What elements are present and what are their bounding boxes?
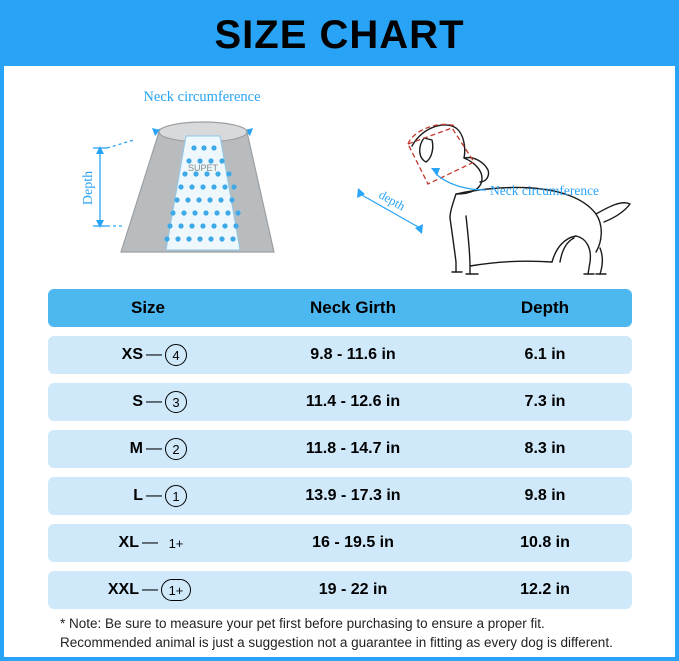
table-row [48, 477, 632, 515]
size-dash: — [142, 534, 158, 551]
illustration-area [4, 66, 675, 284]
table-row [48, 430, 632, 468]
recommended-badge: 1 [165, 485, 187, 507]
recommended-badge: 1+ [168, 535, 184, 551]
size-cell [48, 532, 248, 554]
cone-neck-circumference-label: Neck circumference [143, 89, 261, 105]
depth-value: 10.8 in [520, 534, 570, 551]
neck-girth-value: 13.9 - 17.3 in [305, 487, 401, 504]
size-dash: — [146, 440, 162, 457]
illustration-svg [4, 66, 675, 284]
neck-girth-value: 16 - 19.5 in [312, 534, 394, 551]
column-header-size: Size [130, 298, 166, 317]
size-label: XS [121, 346, 143, 363]
footnote-line-2: Recommended animal is just a suggestion not a guarantee in fitting as every dog is different. [60, 635, 613, 650]
size-cell [48, 391, 248, 413]
size-dash: — [146, 487, 162, 504]
recommended-badge: 4 [165, 344, 187, 366]
recommended-badge: 1+ [161, 579, 191, 601]
size-dash: — [146, 393, 162, 410]
size-label: XL [118, 534, 139, 551]
table-row [48, 524, 632, 562]
neck-girth-value: 11.4 - 12.6 in [305, 393, 401, 410]
neck-girth-value: 19 - 22 in [318, 581, 388, 598]
size-label: M [129, 440, 143, 457]
size-cell [48, 438, 248, 460]
neck-girth-value: 11.8 - 14.7 in [305, 440, 401, 457]
cone-depth-label: Depth [81, 170, 96, 206]
dog-neck-dimension [431, 168, 486, 190]
dog-depth-label: depth [376, 187, 408, 214]
table-header-row [48, 289, 632, 327]
table-row [48, 383, 632, 421]
depth-value: 9.8 in [524, 487, 566, 504]
recommended-badge: 2 [165, 438, 187, 460]
size-table [48, 289, 632, 618]
cone-depth-dimension [93, 140, 134, 228]
footnote-line-1: * Note: Be sure to measure your pet first before purchasing to ensure a proper fit. [60, 616, 545, 631]
depth-value: 8.3 in [524, 440, 566, 457]
depth-value: 6.1 in [524, 346, 566, 363]
depth-value: 12.2 in [520, 581, 570, 598]
size-label: XXL [107, 581, 139, 598]
size-label: L [133, 487, 143, 504]
column-header-neck-girth: Neck Girth [310, 298, 396, 317]
dog-outline [412, 125, 630, 274]
cone-brand-text: SUPET [187, 163, 219, 173]
neck-girth-value: 9.8 - 11.6 in [310, 346, 396, 363]
depth-value: 7.3 in [524, 393, 566, 410]
size-dash: — [142, 581, 158, 598]
size-cell [48, 344, 248, 366]
column-header-depth: Depth [520, 298, 570, 317]
size-cell [48, 485, 248, 507]
title-bar [4, 4, 675, 66]
size-cell [48, 579, 248, 601]
size-label: S [132, 393, 143, 410]
recommended-badge: 3 [165, 391, 187, 413]
dog-neck-circumference-label: Neck circumference [490, 183, 600, 198]
cone-shape [121, 122, 274, 252]
footnote [60, 614, 640, 652]
table-row [48, 571, 632, 609]
size-dash: — [146, 346, 162, 363]
table-row [48, 336, 632, 374]
page-title: SIZE CHART [214, 12, 465, 57]
